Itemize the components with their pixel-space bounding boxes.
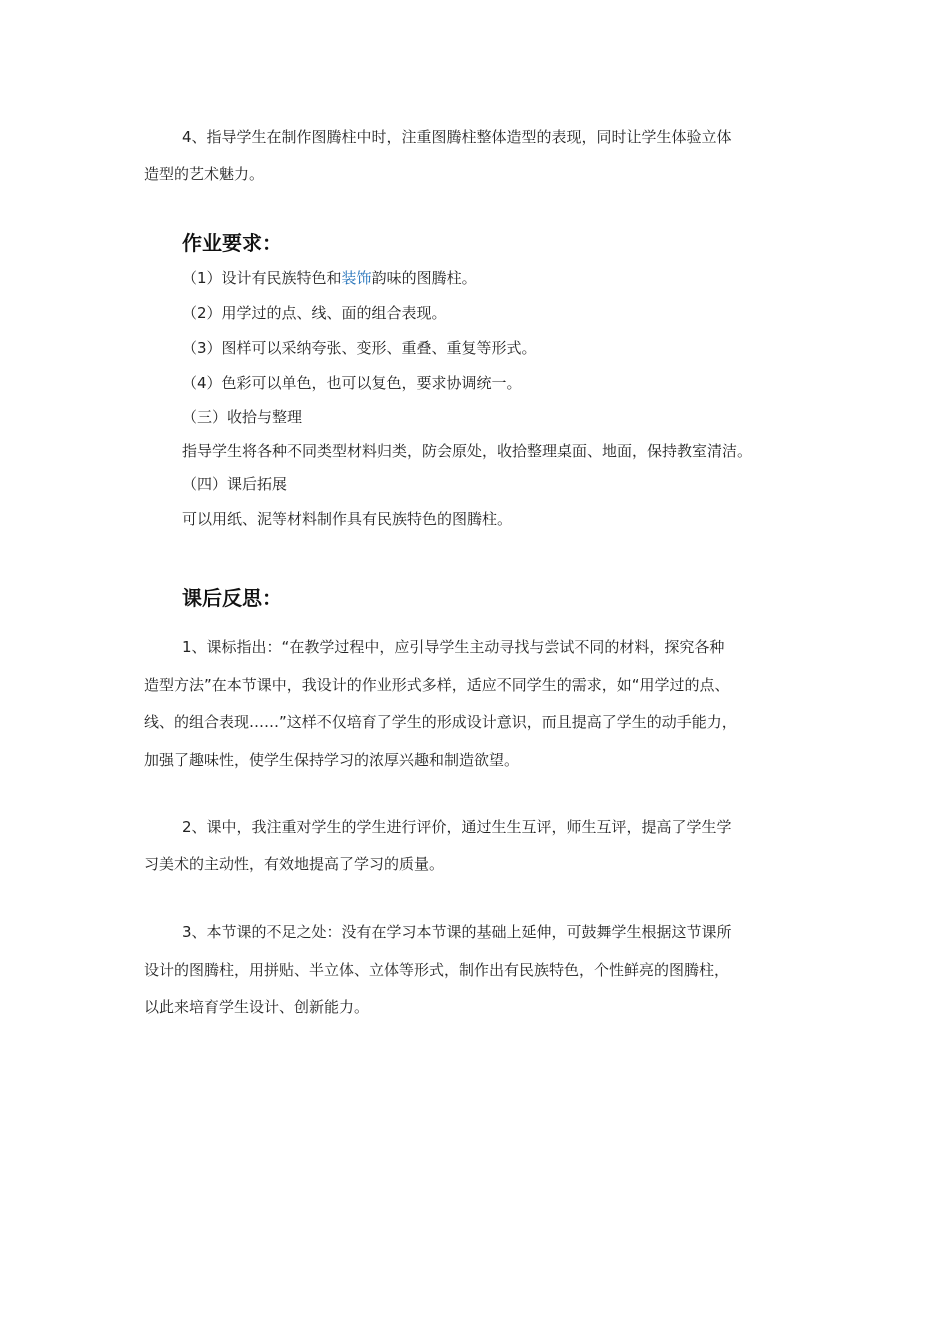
reflection-p3-line1: 3、本节课的不足之处：没有在学习本节课的基础上延伸，可鼓舞学生根据这节课所 <box>182 923 732 941</box>
reflection-p1-line1: 1、课标指出：“在教学过程中，应引导学生主动寻找与尝试不同的材料，探究各种 <box>182 638 725 656</box>
section-three-text: 指导学生将各种不同类型材料归类，防会原处，收拾整理桌面、地面，保持教室清洁。 <box>182 442 753 460</box>
reflection-p3-line2: 设计的图腾柱，用拼贴、半立体、立体等形式，制作出有民族特色，个性鲜亮的图腾柱， <box>144 961 730 979</box>
decoration-link[interactable]: 装饰 <box>341 269 372 287</box>
homework-requirement-4: （4）色彩可以单色，也可以复色，要求协调统一。 <box>182 374 522 392</box>
requirement-1-suffix: 韵味的图腾柱。 <box>371 269 477 287</box>
reflection-p2-line1: 2、课中，我注重对学生的学生进行评价，通过生生互评，师生互评，提高了学生学 <box>182 818 732 836</box>
reflection-p1-line4: 加强了趣味性，使学生保持学习的浓厚兴趣和制造欲望。 <box>144 751 520 769</box>
intro-item4-line2: 造型的艺术魅力。 <box>144 165 265 183</box>
homework-requirement-1 <box>182 267 477 289</box>
section-four-title: （四）课后拓展 <box>182 475 288 493</box>
reflection-heading: 课后反思： <box>182 586 282 610</box>
homework-heading: 作业要求： <box>182 231 282 255</box>
homework-requirement-3: （3）图样可以采纳夸张、变形、重叠、重复等形式。 <box>182 339 537 357</box>
homework-requirement-2: （2）用学过的点、线、面的组合表现。 <box>182 304 447 322</box>
reflection-p1-line2: 造型方法”在本节课中，我设计的作业形式多样，适应不同学生的需求，如“用学过的点、 <box>144 676 730 694</box>
reflection-p3-line3: 以此来培育学生设计、创新能力。 <box>144 998 370 1016</box>
requirement-1-prefix: （1）设计有民族特色和 <box>182 269 342 287</box>
reflection-p2-line2: 习美术的主动性，有效地提高了学习的质量。 <box>144 855 445 873</box>
section-four-text: 可以用纸、泥等材料制作具有民族特色的图腾柱。 <box>182 510 513 528</box>
reflection-p1-line3: 线、的组合表现……”这样不仅培育了学生的形成设计意识，而且提高了学生的动手能力， <box>144 713 737 731</box>
intro-item4-line1: 4、指导学生在制作图腾柱中时，注重图腾柱整体造型的表现，同时让学生体验立体 <box>182 128 732 146</box>
section-three-title: （三）收拾与整理 <box>182 408 303 426</box>
